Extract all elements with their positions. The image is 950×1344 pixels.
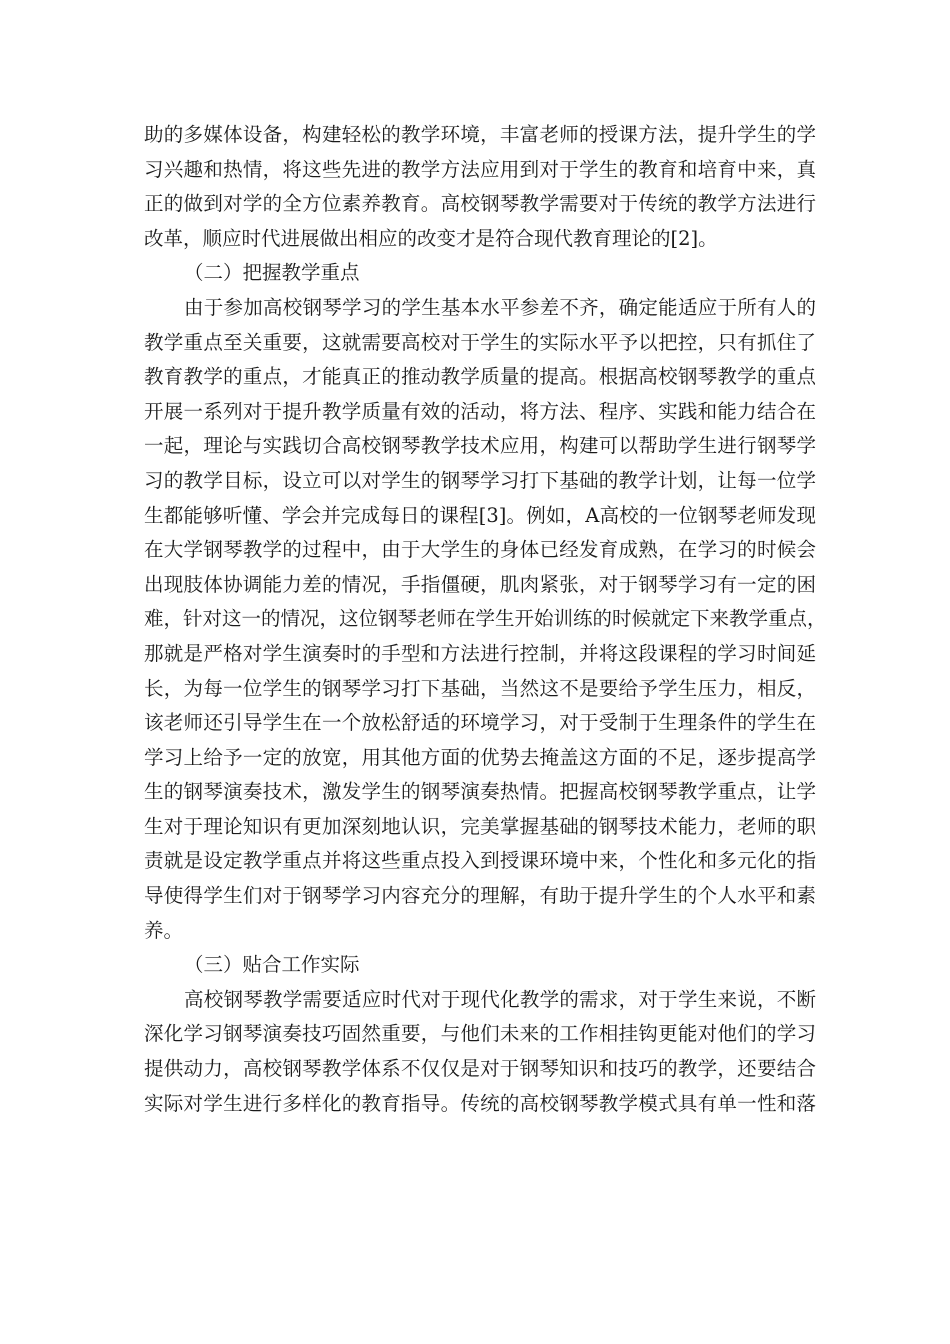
text-line: 长，为每一位学生的钢琴学习打下基础，当然这不是要给予学生压力，相反， [144, 676, 816, 700]
text-line: 助的多媒体设备，构建轻松的教学环境，丰富老师的授课方法，提升学生的学 [144, 123, 816, 146]
text-line: 难，针对这一的情况，这位钢琴老师在学生开始训练的时候就定下来教学重点， [144, 607, 827, 631]
text-line: 学习上给予一定的放宽，用其他方面的优势去掩盖这方面的不足，逐步提高学 [144, 745, 816, 769]
text-line: 生对于理论知识有更加深刻地认识，完美掌握基础的钢琴技术能力，老师的职 [144, 814, 816, 838]
text-line: 习的教学目标，设立可以对学生的钢琴学习打下基础的教学计划，让每一位学 [144, 468, 816, 492]
text-line: 一起，理论与实践切合高校钢琴教学技术应用，构建可以帮助学生进行钢琴学 [144, 434, 816, 458]
text-line: 责就是设定教学重点并将这些重点投入到授课环境中来，个性化和多元化的指 [144, 849, 816, 873]
heading-text: （三）贴合工作实际 [184, 953, 360, 977]
text-line: 高校钢琴教学需要适应时代对于现代化教学的需求，对于学生来说，不断 [184, 987, 816, 1011]
text-line: 生都能够听懂、学会并完成每日的课程[3]。例如，A高校的一位钢琴老师发现 [144, 503, 816, 527]
paragraph-continued [144, 118, 816, 256]
text-line: 导使得学生们对于钢琴学习内容充分的理解，有助于提升学生的个人水平和素 [144, 884, 816, 908]
text-line: 开展一系列对于提升教学质量有效的活动，将方法、程序、实践和能力结合在 [144, 399, 816, 423]
text-line: 深化学习钢琴演奏技巧固然重要，与他们未来的工作相挂钩更能对他们的学习 [144, 1022, 816, 1046]
paragraph-work-practice [144, 983, 816, 1121]
text-line: 由于参加高校钢琴学习的学生基本水平参差不齐，确定能适应于所有人的 [184, 295, 816, 319]
text-line: 正的做到对学的全方位素养教育。高校钢琴教学需要对于传统的教学方法进行 [144, 192, 816, 216]
document-body [144, 118, 827, 1121]
text-line: 养。 [144, 918, 184, 942]
text-line: 教育教学的重点，才能真正的推动教学质量的提高。根据高校钢琴教学的重点 [144, 365, 816, 389]
section-heading-2 [144, 256, 816, 291]
text-line: 实际对学生进行多样化的教育指导。传统的高校钢琴教学模式具有单一性和落 [144, 1091, 816, 1115]
text-line: 改革，顺应时代进展做出相应的改变才是符合现代教育理论的[2]。 [144, 226, 718, 250]
text-line: 该老师还引导学生在一个放松舒适的环境学习，对于受制于生理条件的学生在 [144, 711, 816, 735]
section-heading-3 [144, 948, 816, 983]
text-line: 在大学钢琴教学的过程中，由于大学生的身体已经发育成熟，在学习的时候会 [144, 538, 816, 562]
text-line: 提供动力，高校钢琴教学体系不仅仅是对于钢琴知识和技巧的教学，还要结合 [144, 1057, 816, 1081]
text-line: 那就是严格对学生演奏时的手型和方法进行控制，并将这段课程的学习时间延 [144, 641, 816, 665]
heading-text: （二）把握教学重点 [184, 261, 360, 285]
text-line: 生的钢琴演奏技术，激发学生的钢琴演奏热情。把握高校钢琴教学重点，让学 [144, 780, 816, 804]
paragraph-teaching-focus [144, 291, 827, 948]
text-line: 习兴趣和热情，将这些先进的教学方法应用到对于学生的教育和培育中来，真 [144, 157, 816, 181]
text-line: 教学重点至关重要，这就需要高校对于学生的实际水平予以把控，只有抓住了 [144, 330, 816, 354]
text-line: 出现肢体协调能力差的情况，手指僵硬，肌肉紧张，对于钢琴学习有一定的困 [144, 572, 816, 596]
